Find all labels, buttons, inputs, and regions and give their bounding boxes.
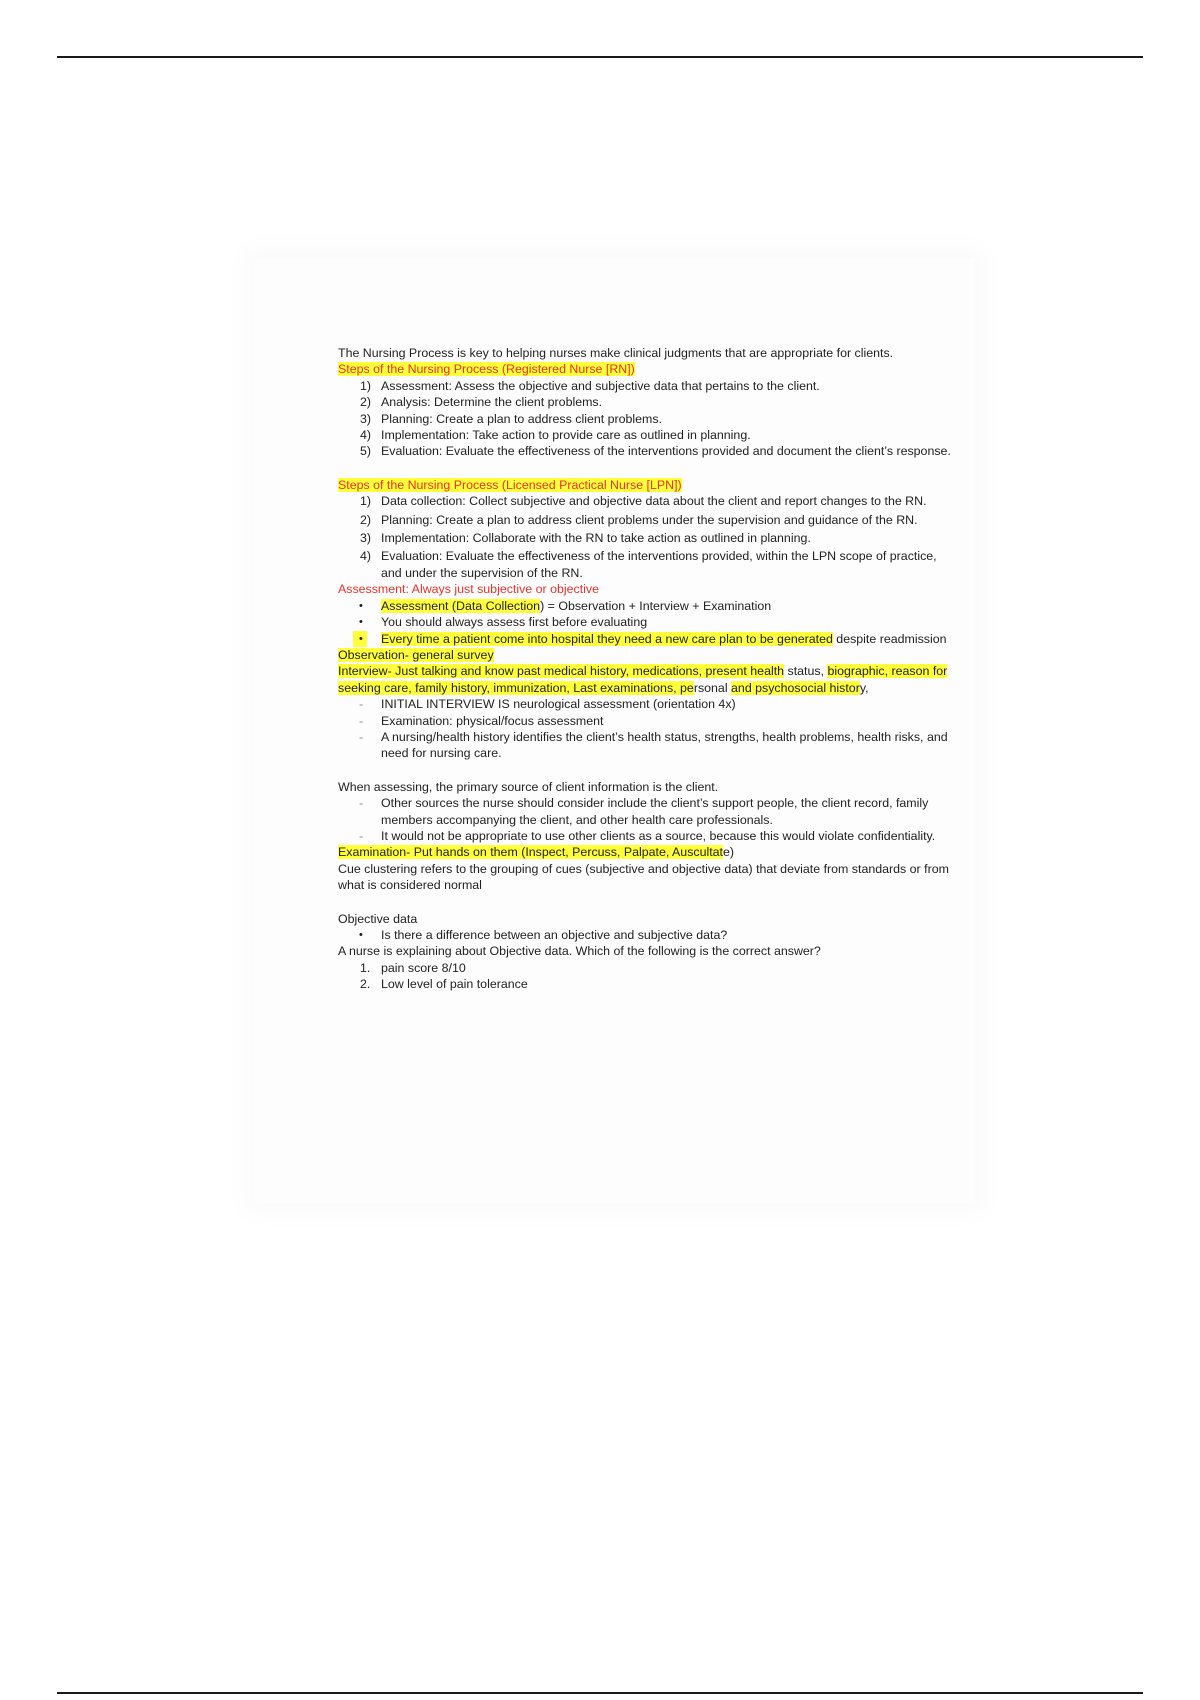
list-item: • Is there a difference between an objective and subjective data? [359,928,728,942]
list-item: 3) Planning: Create a plan to address client problems. [360,411,663,426]
document-content [338,345,958,993]
intro-text: The Nursing Process is key to helping nurses make clinical judgments that are appropriate for clients. [338,346,894,360]
assessment-list [338,598,958,647]
list-item: - INITIAL INTERVIEW IS neurological assessment (orientation 4x) [359,697,736,712]
list-item: - A nursing/health history identifies the client’s health status, strengths, health problems, health risks, and need for nursing care. [359,729,948,761]
rn-heading: Steps of the Nursing Process (Registered Nurse [RN]) [338,362,635,377]
objective-bullet-list [338,927,958,943]
list-item: - It would not be appropriate to use other clients as a source, because this would violate confidentiality. [359,828,936,843]
lpn-heading: Steps of the Nursing Process (Licensed Practical Nurse [LPN]) [338,477,682,492]
bottom-rule [57,1692,1143,1694]
cue-clustering-text: Cue clustering refers to the grouping of cues (subjective and objective data) that deviate from standards or from what is considered normal [338,861,949,893]
lpn-steps-list [338,493,958,581]
list-item: • Every time a patient come into hospital they need a new care plan to be generated despite readmission [338,631,958,647]
list-item: 3) Implementation: Collaborate with the RN to take action as outlined in planning. [360,531,811,546]
interview-paragraph: Interview- Just talking and know past medical history, medications, present health status, biographic, reason for seeking care, family history, immunization, Last examinations, personal and psychosocial history, [338,664,948,695]
list-item: 5) Evaluation: Evaluate the effectiveness of the interventions provided and document the client’s response. [360,444,951,459]
objective-options-list [338,960,958,993]
list-item: • Assessment (Data Collection) = Observation + Interview + Examination [359,598,772,613]
list-item: 4) Evaluation: Evaluate the effectiveness of the interventions provided, within the LPN scope of practice, and under the supervision of the RN. [360,549,937,580]
objective-question: A nurse is explaining about Objective data. Which of the following is the correct answer? [338,944,821,959]
examination-line: Examination- Put hands on them (Inspect, Percuss, Palpate, Auscultate) [338,845,735,860]
interview-list [338,696,958,762]
list-item: 1. pain score 8/10 [360,960,466,975]
source-text: When assessing, the primary source of client information is the client. [338,779,719,794]
list-item: - Examination: physical/focus assessment [359,713,604,728]
assessment-heading: Assessment: Always just subjective or objective [338,582,600,597]
top-rule [57,56,1143,58]
source-list [338,795,958,844]
objective-heading: Objective data [338,911,418,926]
list-item: • You should always assess first before evaluating [359,615,648,630]
list-item: 2) Analysis: Determine the client problems. [360,395,603,410]
list-item: 4) Implementation: Take action to provide care as outlined in planning. [360,428,751,443]
list-item: 1) Assessment: Assess the objective and subjective data that pertains to the client. [360,378,820,393]
rn-steps-list [338,378,958,460]
list-item: 2) Planning: Create a plan to address client problems under the supervision and guidance of the RN. [360,512,918,527]
list-item: - Other sources the nurse should consider include the client’s support people, the client record, family members accompanying the client, and other health care professionals. [359,796,929,827]
list-item: 1) Data collection: Collect subjective and objective data about the client and report changes to the RN. [360,494,927,509]
list-item: 2. Low level of pain tolerance [360,977,528,992]
observation-line: Observation- general survey [338,647,494,662]
